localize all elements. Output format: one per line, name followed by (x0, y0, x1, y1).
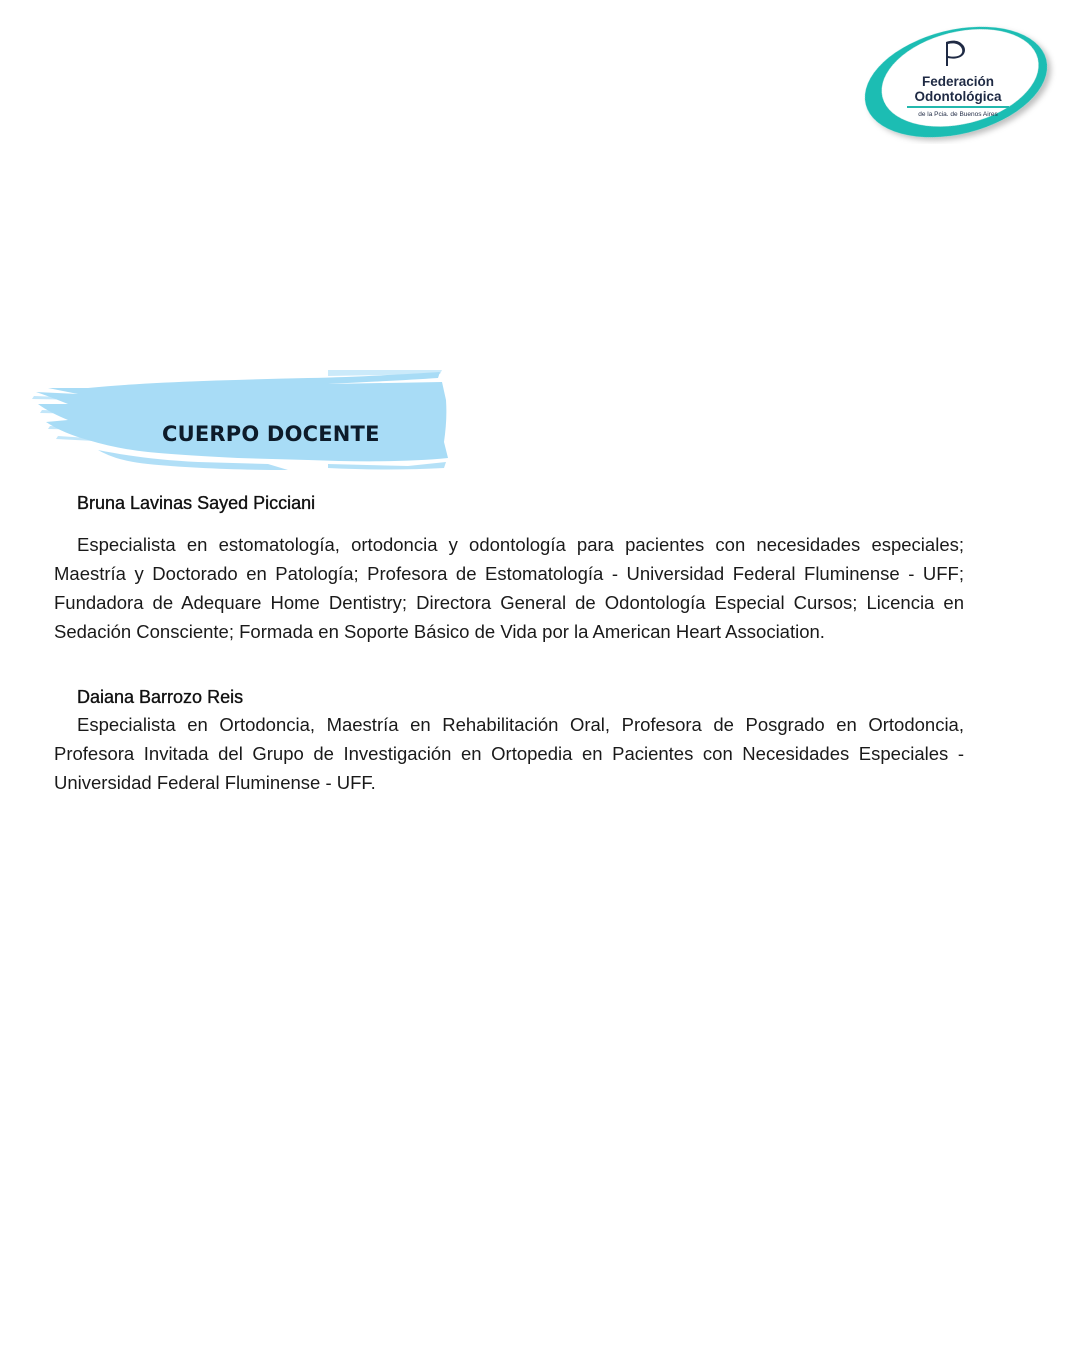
faculty-name: Bruna Lavinas Sayed Picciani (77, 493, 316, 513)
faculty-list (54, 488, 964, 797)
federation-logo (858, 22, 1058, 144)
logo-line-province: de la Pcia. de Buenos Aires (918, 111, 998, 118)
section-header (28, 370, 458, 480)
section-title: CUERPO DOCENTE (162, 422, 380, 446)
faculty-entry (54, 488, 964, 646)
logo-line-odontologica: Odontológica (914, 89, 1002, 104)
logo-line-federacion: Federación (921, 74, 995, 89)
faculty-bio: Especialista en Ortodoncia, Maestría en Rehabilitación Oral, Profesora de Posgrado en Ortodoncia, Profesora Invitada del Grupo de Investigación en Ortopedia en Pacientes con Necesidades Especiales - Universidad Federal Fluminense - UFF. (54, 714, 964, 793)
faculty-name: Daiana Barrozo Reis (77, 687, 244, 707)
faculty-bio: Especialista en estomatología, ortodoncia y odontología para pacientes con necesidades especiales; Maestría y Doctorado en Patología; Profesora de Estomatología - Universidad Federal Fluminense - UFF; Fundadora de Adequare Home Dentistry; Directora General de Odontología Especial Cursos; Licencia en Sedación Consciente; Formada en Soporte Básico de Vida por la American Heart Association. (54, 534, 964, 642)
faculty-entry (54, 684, 964, 797)
logo-wordmark (896, 74, 1020, 119)
logo-divider (907, 106, 1009, 108)
